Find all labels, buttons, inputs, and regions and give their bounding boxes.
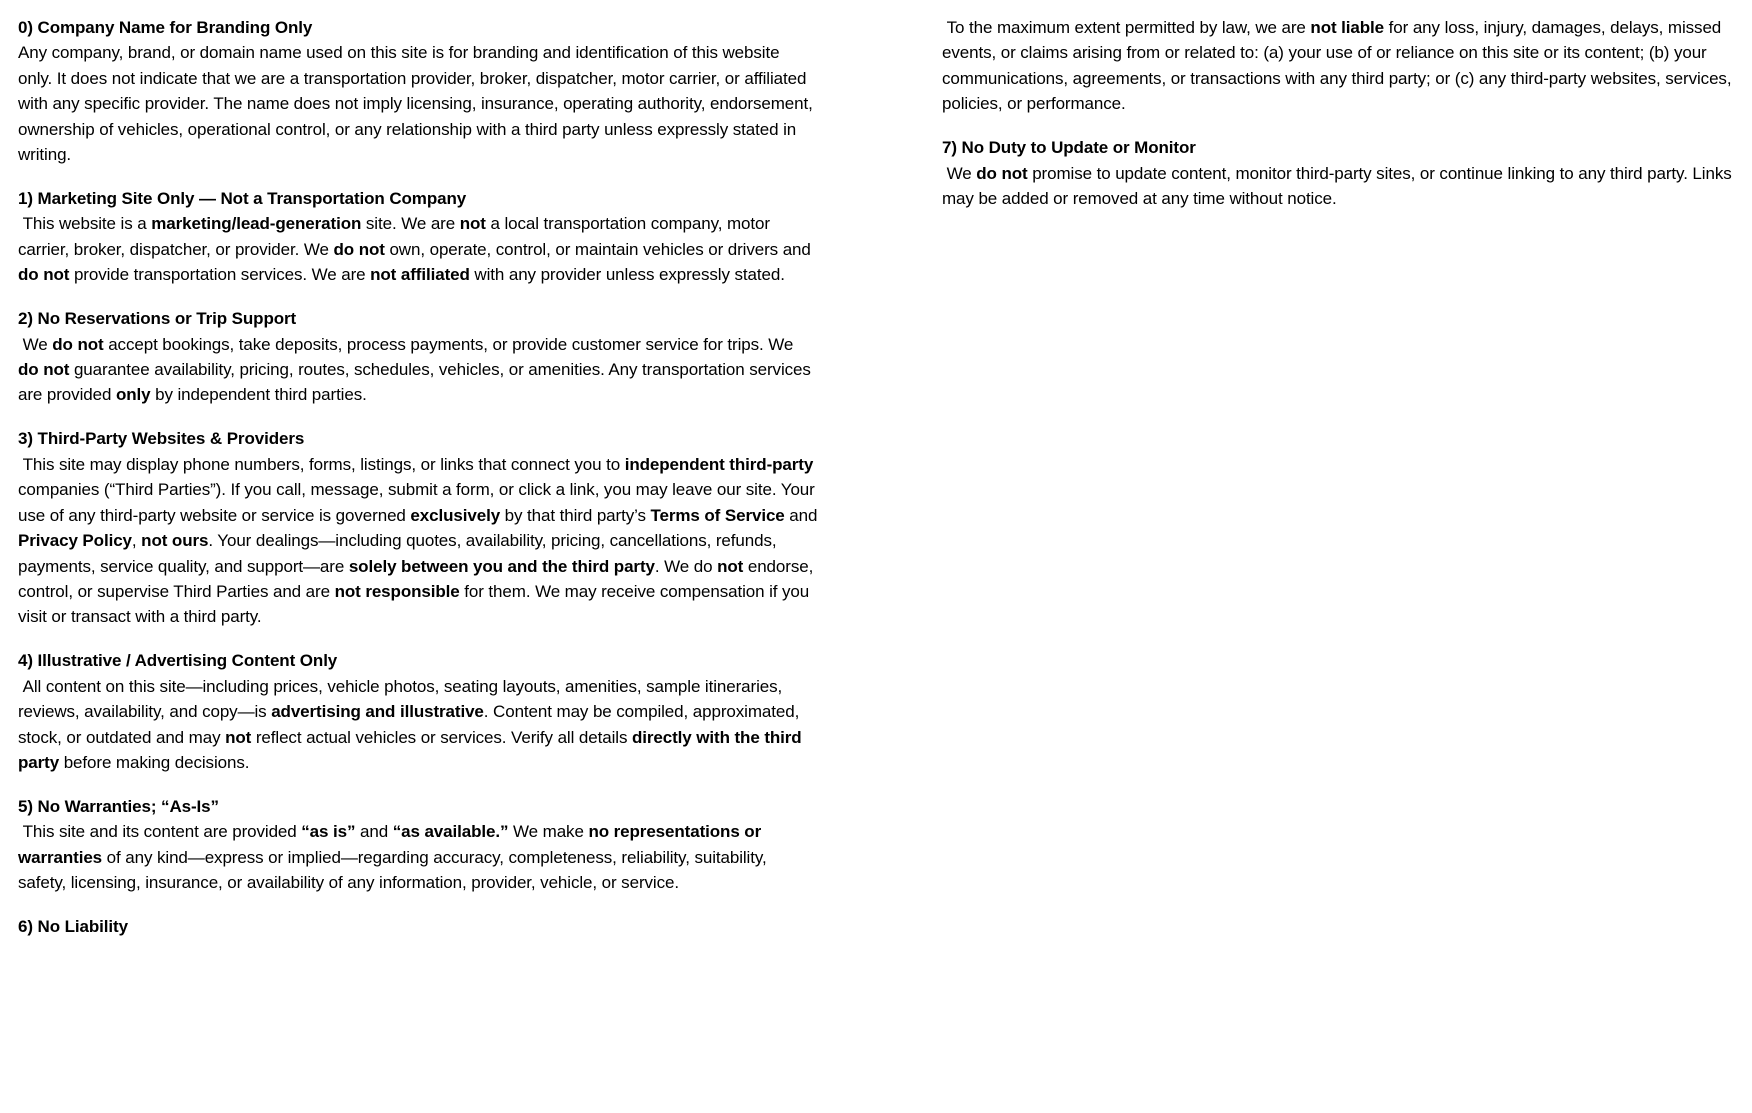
text-run: We bbox=[942, 163, 977, 183]
bold-text-run: no representations or warranties bbox=[18, 822, 766, 867]
disclaimer-section-5 bbox=[18, 794, 818, 896]
text-run: This website is a bbox=[18, 214, 152, 234]
text-run: by that third party’s bbox=[500, 505, 651, 525]
bold-text-run: exclusively bbox=[410, 505, 501, 525]
text-run: and bbox=[355, 822, 393, 842]
bold-text-run: “as is” bbox=[301, 822, 356, 842]
bold-text-run: do not bbox=[976, 163, 1028, 183]
text-run: and bbox=[784, 505, 822, 525]
disclaimer-section-3 bbox=[18, 426, 822, 629]
text-run: companies (“Third Parties”). If you call, message, submit a form, or click a link, you may leave our site. Your use of any third-party website or service is governed bbox=[18, 454, 820, 525]
section-heading: 4) Illustrative / Advertising Content Only bbox=[18, 651, 338, 671]
disclaimer-section-0 bbox=[18, 15, 818, 167]
bold-text-run: do not bbox=[18, 360, 70, 380]
section-heading: 2) No Reservations or Trip Support bbox=[18, 309, 297, 329]
bold-text-run: marketing/lead-generation bbox=[151, 214, 362, 234]
section-paragraph bbox=[18, 674, 818, 776]
bold-text-run: Terms of Service bbox=[650, 505, 785, 525]
bold-text-run: do not bbox=[52, 334, 104, 354]
text-run: with any provider unless expressly stated. bbox=[469, 265, 785, 285]
section-heading: 1) Marketing Site Only — Not a Transportation Company bbox=[18, 189, 467, 209]
text-run: . We do bbox=[654, 556, 718, 576]
text-run: Any company, brand, or domain name used on this site is for branding and identification of this website only. It does not indicate that we are a transportation provider, broker, dispatcher, motor carrier, or affiliated with any specific provider. The name does not imply licensing, insurance, operating authority, endorsement, ownership of vehicles, operational control, or any relationship with a third party unless expressly stated in writing. bbox=[18, 43, 818, 165]
text-run: To the maximum extent permitted by law, we are bbox=[942, 18, 1311, 37]
section-paragraph bbox=[18, 40, 818, 167]
bold-text-run: not bbox=[225, 727, 252, 747]
disclaimer-section-7 bbox=[942, 135, 1742, 211]
text-run: We make bbox=[508, 822, 589, 842]
text-run: We bbox=[18, 334, 53, 354]
text-run: endorse, control, or supervise Third Parties and are bbox=[18, 556, 818, 601]
section-heading: 5) No Warranties; “As-Is” bbox=[18, 796, 219, 816]
text-run: This site and its content are provided bbox=[18, 822, 302, 842]
section-heading: 0) Company Name for Branding Only bbox=[18, 18, 313, 37]
bold-text-run: do not bbox=[333, 239, 385, 259]
text-run: of any kind—express or implied—regarding accuracy, completeness, reliability, suitability, safety, licensing, insurance, or availability of any information, provider, vehicle, or service. bbox=[18, 847, 772, 893]
section-paragraph bbox=[18, 452, 822, 630]
text-run: site. We are bbox=[361, 214, 460, 234]
bold-text-run: not bbox=[717, 556, 744, 576]
section-heading: 3) Third-Party Websites & Providers bbox=[18, 429, 305, 449]
text-run: accept bookings, take deposits, process payments, or provide customer service for trips. We bbox=[103, 334, 798, 354]
bold-text-run: advertising and illustrative bbox=[271, 702, 484, 722]
bold-text-run: not liable bbox=[1310, 18, 1385, 37]
disclaimer-section-4 bbox=[18, 648, 818, 775]
two-column-layout bbox=[18, 15, 1742, 983]
text-run: This site may display phone numbers, forms, listings, or links that connect you to bbox=[18, 454, 625, 474]
section-paragraph bbox=[942, 161, 1742, 212]
text-run: provide transportation services. We are bbox=[69, 265, 371, 285]
section-paragraph bbox=[18, 211, 818, 287]
text-run: a local transportation company, motor carrier, broker, dispatcher, or provider. We bbox=[18, 214, 775, 259]
text-run: promise to update content, monitor third-party sites, or continue linking to any third party. Links may be added or removed at any time without notice. bbox=[942, 163, 1737, 209]
bold-text-run: independent third-party bbox=[624, 454, 814, 474]
section-heading: 6) No Liability bbox=[18, 917, 128, 937]
bold-text-run: solely between you and the third party bbox=[348, 556, 655, 576]
bold-text-run: only bbox=[115, 385, 151, 405]
bold-text-run: directly with the third party bbox=[18, 727, 807, 772]
bold-text-run: “as available.” bbox=[392, 822, 509, 842]
text-run: own, operate, control, or maintain vehicles or drivers and bbox=[384, 239, 816, 259]
text-run: . Content may be compiled, approximated, stock, or outdated and may bbox=[18, 702, 804, 747]
text-run: for them. We may receive compensation if you visit or transact with a third party. bbox=[18, 581, 814, 627]
text-run: for any loss, injury, damages, delays, missed events, or claims arising from or related to: (a) your use of or reliance on this site or its content; (b) your communications, agreements, or transactions with any third party; or (c) any third-party websites, services, policies, or performance. bbox=[942, 18, 1737, 114]
text-run: All content on this site—including prices, vehicle photos, seating layouts, amenities, sample itineraries, reviews, availability, and copy—is bbox=[18, 676, 787, 722]
section-heading: 7) No Duty to Update or Monitor bbox=[942, 138, 1196, 158]
section-paragraph bbox=[942, 15, 1742, 117]
text-run: , bbox=[131, 531, 142, 551]
disclaimer-section-2 bbox=[18, 306, 818, 408]
text-run: before making decisions. bbox=[59, 752, 250, 772]
bold-text-run: not responsible bbox=[334, 581, 460, 601]
disclaimer-section-1 bbox=[18, 186, 818, 288]
bold-text-run: not bbox=[459, 214, 486, 234]
bold-text-run: do not bbox=[18, 265, 70, 285]
bold-text-run: Privacy Policy bbox=[18, 531, 132, 551]
text-run: reflect actual vehicles or services. Verify all details bbox=[251, 727, 632, 747]
bold-text-run: not affiliated bbox=[370, 265, 470, 285]
section-paragraph bbox=[18, 332, 818, 408]
text-run: . Your dealings—including quotes, availability, pricing, cancellations, refunds, payments, service quality, and support—are bbox=[18, 531, 782, 576]
text-run: guarantee availability, pricing, routes, schedules, vehicles, or amenities. Any transportation services are provided bbox=[18, 360, 816, 405]
section-paragraph bbox=[18, 819, 818, 895]
text-run: by independent third parties. bbox=[150, 385, 367, 405]
bold-text-run: not ours bbox=[141, 531, 209, 551]
